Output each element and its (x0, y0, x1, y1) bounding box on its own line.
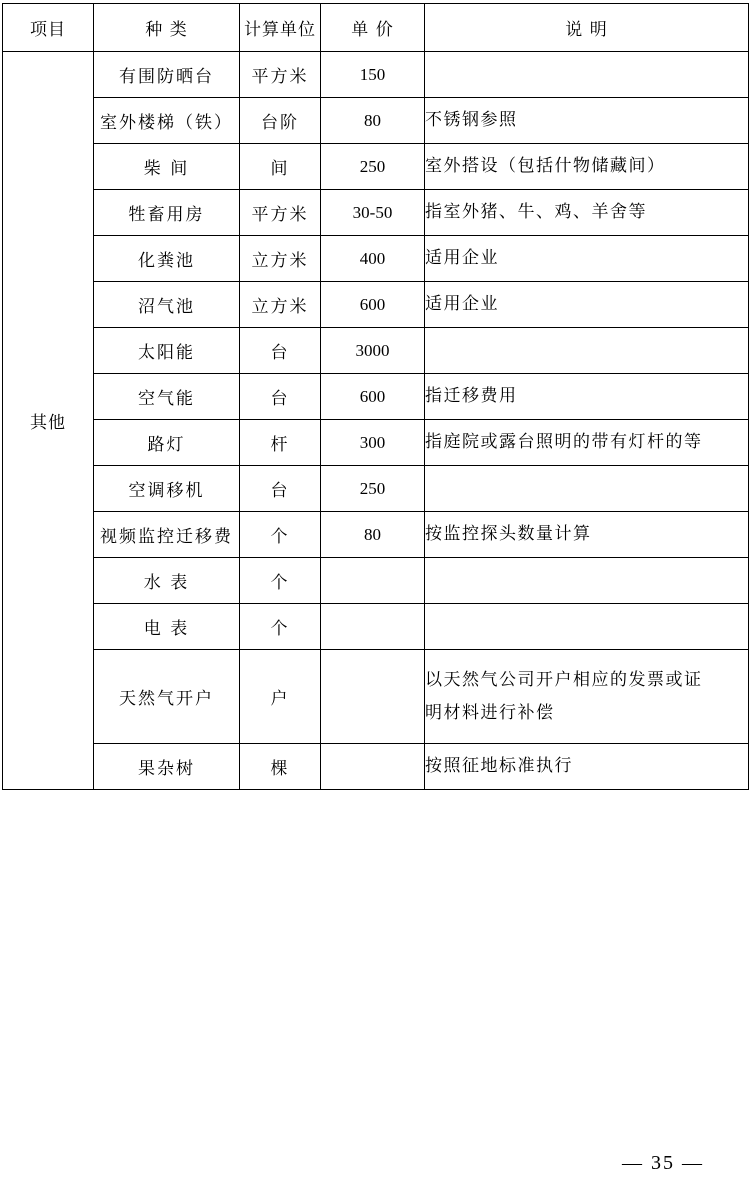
price-cell: 80 (321, 98, 425, 144)
price-cell: 300 (321, 420, 425, 466)
note-cell (425, 604, 749, 650)
unit-cell: 个 (240, 558, 321, 604)
note-cell: 指迁移费用 (425, 374, 749, 420)
note-cell: 适用企业 (425, 282, 749, 328)
header-note: 说 明 (425, 4, 749, 52)
kind-cell: 牲畜用房 (94, 190, 240, 236)
note-cell: 室外搭设（包括什物储藏间） (425, 144, 749, 190)
price-cell: 3000 (321, 328, 425, 374)
unit-cell: 户 (240, 650, 321, 744)
category-cell: 其他 (3, 52, 94, 790)
unit-cell: 平方米 (240, 52, 321, 98)
table-row (3, 512, 749, 558)
price-cell: 250 (321, 144, 425, 190)
unit-cell: 台 (240, 466, 321, 512)
note-cell: 不锈钢参照 (425, 98, 749, 144)
table-row (3, 328, 749, 374)
unit-cell: 个 (240, 512, 321, 558)
kind-cell: 化粪池 (94, 236, 240, 282)
note-cell: 以天然气公司开户相应的发票或证 明材料进行补偿 (425, 650, 749, 744)
page-number: — 35 — (622, 1152, 704, 1174)
note-cell (425, 466, 749, 512)
note-cell: 按照征地标准执行 (425, 744, 749, 790)
table-row (3, 144, 749, 190)
price-cell: 80 (321, 512, 425, 558)
price-cell: 400 (321, 236, 425, 282)
kind-cell: 有围防晒台 (94, 52, 240, 98)
table-row (3, 98, 749, 144)
note-cell: 按监控探头数量计算 (425, 512, 749, 558)
price-cell (321, 650, 425, 744)
kind-cell: 路灯 (94, 420, 240, 466)
table-row (3, 236, 749, 282)
unit-cell: 立方米 (240, 236, 321, 282)
unit-cell: 台 (240, 374, 321, 420)
table-row (3, 190, 749, 236)
kind-cell: 果杂树 (94, 744, 240, 790)
unit-cell: 台 (240, 328, 321, 374)
price-cell: 30-50 (321, 190, 425, 236)
table-row (3, 558, 749, 604)
price-cell (321, 558, 425, 604)
header-kind: 种 类 (94, 4, 240, 52)
table-row (3, 282, 749, 328)
table-row (3, 744, 749, 790)
unit-cell: 间 (240, 144, 321, 190)
table-row (3, 604, 749, 650)
kind-cell: 太阳能 (94, 328, 240, 374)
kind-cell: 空气能 (94, 374, 240, 420)
price-cell: 150 (321, 52, 425, 98)
unit-cell: 平方米 (240, 190, 321, 236)
price-cell (321, 604, 425, 650)
unit-cell: 立方米 (240, 282, 321, 328)
note-cell (425, 52, 749, 98)
kind-cell: 电 表 (94, 604, 240, 650)
unit-cell: 棵 (240, 744, 321, 790)
note-cell: 指庭院或露台照明的带有灯杆的等 (425, 420, 749, 466)
price-cell (321, 744, 425, 790)
table-row (3, 466, 749, 512)
note-cell: 适用企业 (425, 236, 749, 282)
table-row (3, 650, 749, 744)
compensation-table (2, 3, 749, 790)
table-body (3, 52, 749, 790)
note-cell (425, 328, 749, 374)
header-unit: 计算单位 (240, 4, 321, 52)
header-item: 项目 (3, 4, 94, 52)
unit-cell: 个 (240, 604, 321, 650)
table-row (3, 420, 749, 466)
kind-cell: 柴 间 (94, 144, 240, 190)
kind-cell: 室外楼梯（铁） (94, 98, 240, 144)
header-price: 单 价 (321, 4, 425, 52)
note-cell: 指室外猪、牛、鸡、羊舍等 (425, 190, 749, 236)
kind-cell: 视频监控迁移费 (94, 512, 240, 558)
note-cell (425, 558, 749, 604)
kind-cell: 空调移机 (94, 466, 240, 512)
price-cell: 250 (321, 466, 425, 512)
unit-cell: 杆 (240, 420, 321, 466)
price-cell: 600 (321, 282, 425, 328)
table-header-row (3, 4, 749, 52)
table-row (3, 374, 749, 420)
table-row (3, 52, 749, 98)
kind-cell: 沼气池 (94, 282, 240, 328)
kind-cell: 天然气开户 (94, 650, 240, 744)
unit-cell: 台阶 (240, 98, 321, 144)
kind-cell: 水 表 (94, 558, 240, 604)
price-cell: 600 (321, 374, 425, 420)
